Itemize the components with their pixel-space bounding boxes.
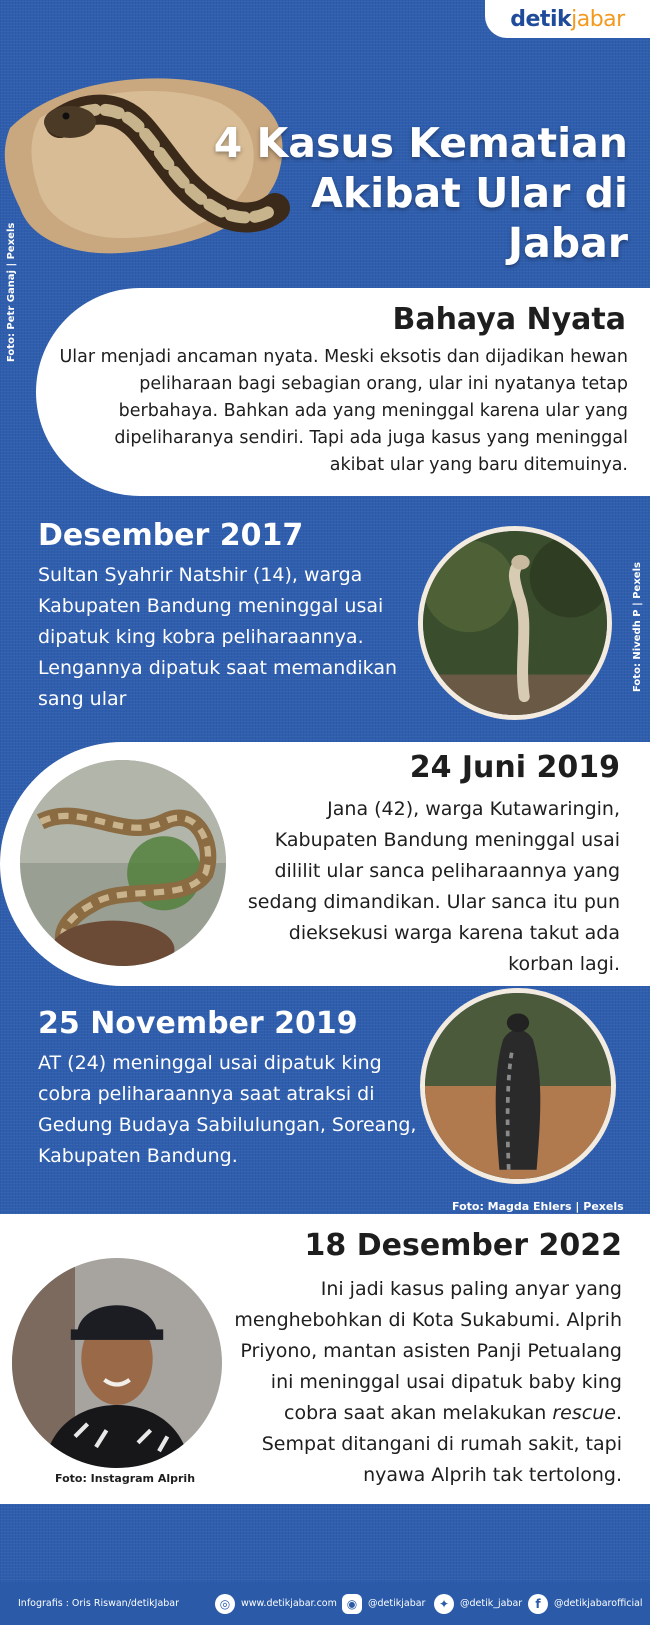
footer-bar <box>0 1582 650 1625</box>
footer-infografis-text: Infografis : Oris Riswan/detikJabar <box>18 1598 180 1609</box>
case-4-photo-credit: Foto: Instagram Alprih <box>55 1472 196 1485</box>
globe-icon: ◎ <box>215 1594 235 1614</box>
footer-instagram-text: @detikjabar <box>368 1598 426 1609</box>
logo-part-jabar: jabar <box>571 6 625 32</box>
title-line-2: Akibat Ular di Jabar <box>311 169 628 267</box>
title-line-1: 4 Kasus Kematian <box>213 119 628 167</box>
detikjabar-logo[interactable] <box>485 0 650 38</box>
case-3-date: 25 November 2019 <box>38 1006 358 1041</box>
hero-photo-credit: Foto: Petr Ganaj | Pexels <box>6 222 17 362</box>
intro-text: Ular menjadi ancaman nyata. Meski eksotis dan dijadikan hewan peliharaan bagi sebagian orang, ular ini nyatanya tetap berbahaya. Bahkan ada yang meninggal karena ular yang dipeliharanya sendiri. Tapi ada juga kasus yang meninggal akibat ular yang baru ditemuinya. <box>59 347 628 475</box>
intro-heading: Bahaya Nyata <box>392 302 626 337</box>
footer-twitter-link[interactable] <box>434 1582 522 1625</box>
intro-panel <box>36 288 650 496</box>
case-1-text: Sultan Syahrir Natshir (14), warga Kabupaten Bandung meninggal usai dipatuk king kobra peliharaannya. Lengannya dipatuk saat memandikan sang ular <box>38 564 398 710</box>
instagram-icon: ◉ <box>342 1594 362 1614</box>
case-3-text: AT (24) meninggal usai dipatuk king cobra peliharaannya saat atraksi di Gedung Budaya Sabilulungan, Soreang, Kabupaten Bandung. <box>38 1052 417 1167</box>
case-4-text-part-a: Ini jadi kasus paling anyar yang menghebohkan di Kota Sukabumi. Alprih Priyono, mantan asisten Panji Petualang ini meninggal usai dipatuk baby king cobra saat akan melakukan <box>234 1278 622 1424</box>
logo-part-detik: detik <box>510 6 572 32</box>
case-2-python-photo <box>20 760 226 966</box>
case-3-cobra-photo <box>420 988 616 1184</box>
case-4-person-photo <box>12 1258 222 1468</box>
facebook-icon: f <box>528 1594 548 1614</box>
case-4-text-part-b: . Sempat ditangani di rumah sakit, tapi nyawa Alprih tak tertolong. <box>261 1402 622 1486</box>
footer-facebook-text: @detikjabarofficial <box>554 1598 643 1609</box>
case-2-date: 24 Juni 2019 <box>409 750 620 785</box>
case-2-text: Jana (42), warga Kutawaringin, Kabupaten Bandung meninggal usai dililit ular sanca peliharaannya yang sedang dimandikan. Ular sanca itu pun dieksekusi warga karena takut ada korban lagi. <box>247 798 620 975</box>
case-3-photo-credit: Foto: Magda Ehlers | Pexels <box>452 1200 624 1213</box>
footer-infografis-credit <box>18 1582 179 1625</box>
footer-website-text: www.detikjabar.com <box>241 1598 337 1609</box>
footer-instagram-link[interactable] <box>342 1582 425 1625</box>
page-title <box>198 118 628 268</box>
case-1-photo-credit: Foto: Nivedh P | Pexels <box>632 562 643 692</box>
case-4-date: 18 Desember 2022 <box>304 1228 622 1263</box>
footer-website-link[interactable] <box>215 1582 337 1625</box>
case-1-cobra-photo <box>418 526 612 720</box>
footer-facebook-link[interactable] <box>528 1582 643 1625</box>
case-4-text-emphasis: rescue <box>552 1402 616 1424</box>
twitter-icon: ✦ <box>434 1594 454 1614</box>
case-1-date: Desember 2017 <box>38 518 304 553</box>
footer-twitter-text: @detik_jabar <box>460 1598 523 1609</box>
case-4-text <box>230 1274 622 1491</box>
